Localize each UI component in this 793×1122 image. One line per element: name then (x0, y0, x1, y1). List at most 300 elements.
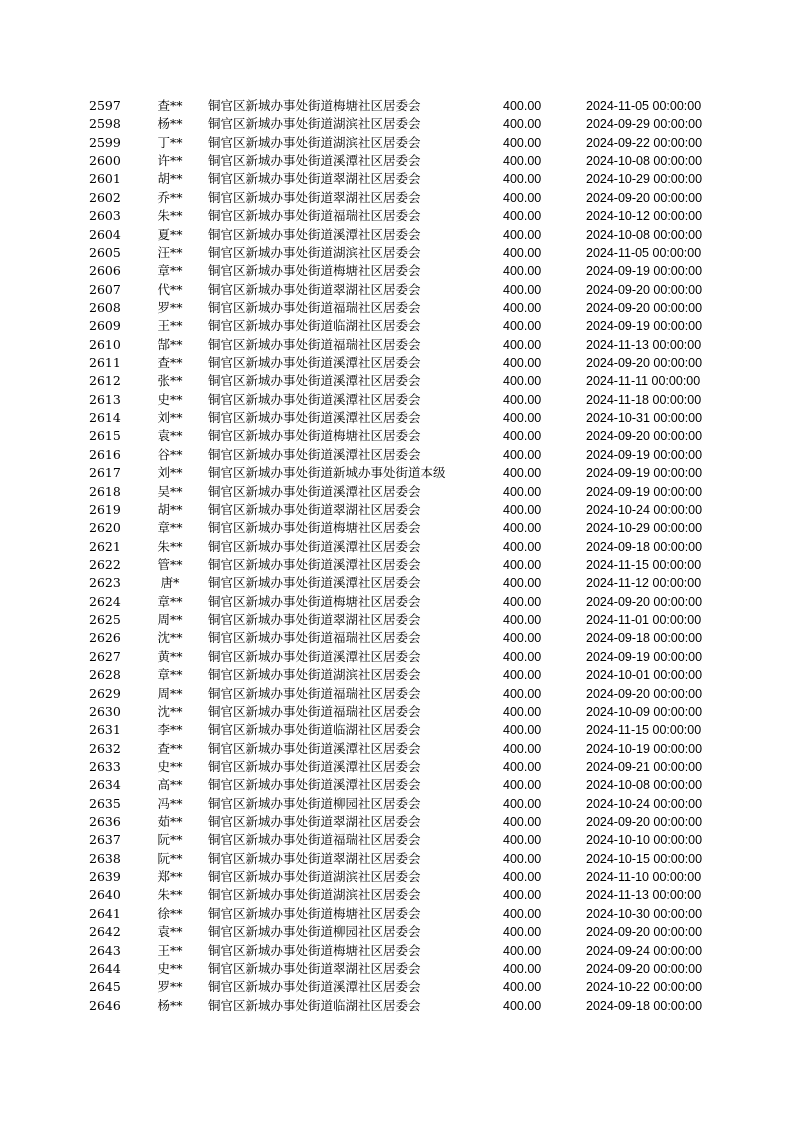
person-name-cell: 管** (157, 556, 183, 572)
amount-cell: 400.00 (503, 154, 542, 169)
organization-cell: 铜官区新城办事处街道梅塘社区居委会 (208, 905, 421, 921)
date-time-cell: 2024-09-20 00:00:00 (586, 356, 703, 371)
date-time-cell: 2024-10-24 00:00:00 (586, 796, 703, 811)
table-row (0, 519, 793, 537)
organization-cell: 铜官区新城办事处街道福瑞社区居委会 (208, 703, 421, 719)
date-time-cell: 2024-09-19 00:00:00 (586, 447, 703, 462)
amount-cell: 400.00 (503, 557, 542, 572)
table-row (0, 409, 793, 427)
organization-cell: 铜官区新城办事处街道溪潭社区居委会 (208, 538, 421, 554)
amount-cell: 400.00 (503, 704, 542, 719)
amount-cell: 400.00 (503, 484, 542, 499)
amount-cell: 400.00 (503, 796, 542, 811)
organization-cell: 铜官区新城办事处街道翠湖社区居委会 (208, 850, 421, 866)
person-name-cell: 沈** (157, 630, 183, 646)
amount-cell: 400.00 (503, 411, 542, 426)
amount-cell: 400.00 (503, 227, 542, 242)
date-time-cell: 2024-10-08 00:00:00 (586, 778, 703, 793)
person-name-cell: 郑** (157, 869, 183, 885)
person-name-cell: 章** (157, 593, 183, 609)
table-row (0, 703, 793, 721)
row-number-cell: 2609 (89, 318, 121, 334)
date-time-cell: 2024-10-10 00:00:00 (586, 833, 703, 848)
date-time-cell: 2024-09-19 00:00:00 (586, 466, 703, 481)
organization-cell: 铜官区新城办事处街道溪潭社区居委会 (208, 483, 421, 499)
row-number-cell: 2637 (89, 832, 121, 848)
table-row (0, 905, 793, 923)
person-name-cell: 代** (157, 281, 183, 297)
date-time-cell: 2024-09-20 00:00:00 (586, 594, 703, 609)
organization-cell: 铜官区新城办事处街道梅塘社区居委会 (208, 428, 421, 444)
organization-cell: 铜官区新城办事处街道溪潭社区居委会 (208, 758, 421, 774)
row-number-cell: 2638 (89, 850, 121, 866)
amount-cell: 400.00 (503, 815, 542, 830)
person-name-cell: 章** (157, 667, 183, 683)
organization-cell: 铜官区新城办事处街道溪潭社区居委会 (208, 740, 421, 756)
row-number-cell: 2612 (89, 373, 121, 389)
row-number-cell: 2644 (89, 960, 121, 976)
amount-cell: 400.00 (503, 961, 542, 976)
table-row (0, 152, 793, 170)
table-row (0, 831, 793, 849)
amount-cell: 400.00 (503, 613, 542, 628)
person-name-cell: 周** (157, 612, 183, 628)
row-number-cell: 2627 (89, 648, 121, 664)
organization-cell: 铜官区新城办事处街道溪潭社区居委会 (208, 410, 421, 426)
table-row (0, 795, 793, 813)
table-row (0, 354, 793, 372)
row-number-cell: 2608 (89, 299, 121, 315)
person-name-cell: 谷** (157, 446, 183, 462)
person-name-cell: 汪** (157, 244, 183, 260)
row-number-cell: 2619 (89, 501, 121, 517)
amount-cell: 400.00 (503, 668, 542, 683)
person-name-cell: 夏** (157, 226, 183, 242)
amount-cell: 400.00 (503, 870, 542, 885)
row-number-cell: 2602 (89, 189, 121, 205)
table-row (0, 501, 793, 519)
row-number-cell: 2643 (89, 942, 121, 958)
date-time-cell: 2024-09-22 00:00:00 (586, 135, 703, 150)
person-name-cell: 吴** (157, 483, 183, 499)
row-number-cell: 2604 (89, 226, 121, 242)
row-number-cell: 2642 (89, 924, 121, 940)
organization-cell: 铜官区新城办事处街道临湖社区居委会 (208, 318, 421, 334)
person-name-cell: 阮** (157, 832, 183, 848)
person-name-cell: 章** (157, 263, 183, 279)
date-time-cell: 2024-10-19 00:00:00 (586, 741, 703, 756)
amount-cell: 400.00 (503, 429, 542, 444)
organization-cell: 铜官区新城办事处街道临湖社区居委会 (208, 997, 421, 1013)
person-name-cell: 李** (157, 722, 183, 738)
amount-cell: 400.00 (503, 135, 542, 150)
person-name-cell: 查** (157, 98, 183, 113)
table-row (0, 372, 793, 390)
amount-cell: 400.00 (503, 759, 542, 774)
date-time-cell: 2024-09-18 00:00:00 (586, 539, 703, 554)
table-row (0, 299, 793, 317)
table-row (0, 960, 793, 978)
table-row (0, 134, 793, 152)
person-name-cell: 史** (157, 758, 183, 774)
row-number-cell: 2633 (89, 758, 121, 774)
table-row (0, 97, 793, 115)
organization-cell: 铜官区新城办事处街道溪潭社区居委会 (208, 979, 421, 995)
amount-cell: 400.00 (503, 631, 542, 646)
amount-cell: 400.00 (503, 943, 542, 958)
date-time-cell: 2024-10-31 00:00:00 (586, 411, 703, 426)
person-name-cell: 胡** (157, 501, 183, 517)
amount-cell: 400.00 (503, 925, 542, 940)
date-time-cell: 2024-09-24 00:00:00 (586, 943, 703, 958)
organization-cell: 铜官区新城办事处街道福瑞社区居委会 (208, 299, 421, 315)
amount-cell: 400.00 (503, 319, 542, 334)
amount-cell: 400.00 (503, 686, 542, 701)
amount-cell: 400.00 (503, 980, 542, 995)
row-number-cell: 2615 (89, 428, 121, 444)
organization-cell: 铜官区新城办事处街道福瑞社区居委会 (208, 630, 421, 646)
date-time-cell: 2024-11-11 00:00:00 (586, 374, 701, 389)
amount-cell: 400.00 (503, 778, 542, 793)
row-number-cell: 2597 (89, 98, 121, 113)
person-name-cell: 查** (157, 740, 183, 756)
row-number-cell: 2601 (89, 171, 121, 187)
date-time-cell: 2024-10-29 00:00:00 (586, 521, 703, 536)
table-row (0, 427, 793, 445)
table-row (0, 538, 793, 556)
date-time-cell: 2024-11-01 00:00:00 (586, 613, 702, 628)
amount-cell: 400.00 (503, 190, 542, 205)
date-time-cell: 2024-09-20 00:00:00 (586, 282, 703, 297)
date-time-cell: 2024-10-30 00:00:00 (586, 906, 703, 921)
date-time-cell: 2024-10-24 00:00:00 (586, 502, 703, 517)
row-number-cell: 2605 (89, 244, 121, 260)
amount-cell: 400.00 (503, 723, 542, 738)
person-name-cell: 王** (157, 318, 183, 334)
table-row (0, 244, 793, 262)
records-table (0, 97, 793, 1015)
row-number-cell: 2610 (89, 336, 121, 352)
date-time-cell: 2024-09-20 00:00:00 (586, 815, 703, 830)
row-number-cell: 2618 (89, 483, 121, 499)
date-time-cell: 2024-09-20 00:00:00 (586, 429, 703, 444)
organization-cell: 铜官区新城办事处街道翠湖社区居委会 (208, 960, 421, 976)
table-row (0, 226, 793, 244)
row-number-cell: 2623 (89, 575, 121, 591)
table-row (0, 629, 793, 647)
person-name-cell: 周** (157, 685, 183, 701)
date-time-cell: 2024-09-18 00:00:00 (586, 998, 703, 1013)
amount-cell: 400.00 (503, 539, 542, 554)
person-name-cell: 罗** (157, 979, 183, 995)
date-time-cell: 2024-11-12 00:00:00 (586, 576, 702, 591)
row-number-cell: 2620 (89, 520, 121, 536)
date-time-cell: 2024-10-29 00:00:00 (586, 172, 703, 187)
table-row (0, 170, 793, 188)
row-number-cell: 2629 (89, 685, 121, 701)
organization-cell: 铜官区新城办事处街道福瑞社区居委会 (208, 832, 421, 848)
amount-cell: 400.00 (503, 374, 542, 389)
table-row (0, 868, 793, 886)
row-number-cell: 2646 (89, 997, 121, 1013)
amount-cell: 400.00 (503, 447, 542, 462)
row-number-cell: 2617 (89, 465, 121, 481)
person-name-cell: 杨** (157, 997, 183, 1013)
person-name-cell: 乔** (157, 189, 183, 205)
date-time-cell: 2024-11-18 00:00:00 (586, 392, 702, 407)
row-number-cell: 2607 (89, 281, 121, 297)
organization-cell: 铜官区新城办事处街道新城办事处街道本级 (208, 465, 446, 481)
organization-cell: 铜官区新城办事处街道湖滨社区居委会 (208, 869, 421, 885)
person-name-cell: 许** (157, 153, 183, 169)
person-name-cell: 刘** (157, 465, 183, 481)
row-number-cell: 2631 (89, 722, 121, 738)
amount-cell: 400.00 (503, 99, 542, 113)
table-row (0, 740, 793, 758)
organization-cell: 铜官区新城办事处街道溪潭社区居委会 (208, 153, 421, 169)
row-number-cell: 2640 (89, 887, 121, 903)
organization-cell: 铜官区新城办事处街道翠湖社区居委会 (208, 171, 421, 187)
organization-cell: 铜官区新城办事处街道梅塘社区居委会 (208, 593, 421, 609)
date-time-cell: 2024-09-20 00:00:00 (586, 686, 703, 701)
table-row (0, 189, 793, 207)
organization-cell: 铜官区新城办事处街道溪潭社区居委会 (208, 575, 421, 591)
amount-cell: 400.00 (503, 576, 542, 591)
person-name-cell: 唐* (160, 575, 180, 591)
organization-cell: 铜官区新城办事处街道溪潭社区居委会 (208, 391, 421, 407)
person-name-cell: 袁** (157, 924, 183, 940)
row-number-cell: 2632 (89, 740, 121, 756)
amount-cell: 400.00 (503, 172, 542, 187)
row-number-cell: 2641 (89, 905, 121, 921)
table-row (0, 262, 793, 280)
row-number-cell: 2626 (89, 630, 121, 646)
amount-cell: 400.00 (503, 741, 542, 756)
amount-cell: 400.00 (503, 466, 542, 481)
row-number-cell: 2611 (89, 355, 121, 371)
table-row (0, 115, 793, 133)
organization-cell: 铜官区新城办事处街道梅塘社区居委会 (208, 263, 421, 279)
row-number-cell: 2613 (89, 391, 121, 407)
table-row (0, 685, 793, 703)
row-number-cell: 2630 (89, 703, 121, 719)
table-row (0, 446, 793, 464)
date-time-cell: 2024-09-29 00:00:00 (586, 117, 703, 132)
date-time-cell: 2024-10-22 00:00:00 (586, 980, 703, 995)
organization-cell: 铜官区新城办事处街道湖滨社区居委会 (208, 244, 421, 260)
date-time-cell: 2024-09-20 00:00:00 (586, 925, 703, 940)
date-time-cell: 2024-11-15 00:00:00 (586, 723, 702, 738)
person-name-cell: 茹** (157, 814, 183, 830)
organization-cell: 铜官区新城办事处街道翠湖社区居委会 (208, 281, 421, 297)
table-row (0, 850, 793, 868)
row-number-cell: 2628 (89, 667, 121, 683)
amount-cell: 400.00 (503, 264, 542, 279)
amount-cell: 400.00 (503, 117, 542, 132)
organization-cell: 铜官区新城办事处街道梅塘社区居委会 (208, 942, 421, 958)
table-row (0, 758, 793, 776)
date-time-cell: 2024-10-08 00:00:00 (586, 227, 703, 242)
person-name-cell: 郜** (157, 336, 183, 352)
organization-cell: 铜官区新城办事处街道湖滨社区居委会 (208, 667, 421, 683)
organization-cell: 铜官区新城办事处街道湖滨社区居委会 (208, 116, 421, 132)
table-row (0, 574, 793, 592)
date-time-cell: 2024-10-08 00:00:00 (586, 154, 703, 169)
table-row (0, 923, 793, 941)
row-number-cell: 2635 (89, 795, 121, 811)
date-time-cell: 2024-09-20 00:00:00 (586, 300, 703, 315)
organization-cell: 铜官区新城办事处街道溪潭社区居委会 (208, 446, 421, 462)
table-row (0, 556, 793, 574)
row-number-cell: 2624 (89, 593, 121, 609)
amount-cell: 400.00 (503, 888, 542, 903)
row-number-cell: 2625 (89, 612, 121, 628)
date-time-cell: 2024-10-01 00:00:00 (586, 668, 703, 683)
row-number-cell: 2600 (89, 153, 121, 169)
person-name-cell: 丁** (157, 134, 183, 150)
amount-cell: 400.00 (503, 245, 542, 260)
amount-cell: 400.00 (503, 521, 542, 536)
person-name-cell: 袁** (157, 428, 183, 444)
table-row (0, 978, 793, 996)
organization-cell: 铜官区新城办事处街道福瑞社区居委会 (208, 685, 421, 701)
table-row (0, 721, 793, 739)
person-name-cell: 张** (157, 373, 183, 389)
date-time-cell: 2024-09-20 00:00:00 (586, 961, 703, 976)
person-name-cell: 罗** (157, 299, 183, 315)
person-name-cell: 冯** (157, 795, 183, 811)
row-number-cell: 2616 (89, 446, 121, 462)
person-name-cell: 史** (157, 960, 183, 976)
person-name-cell: 阮** (157, 850, 183, 866)
row-number-cell: 2599 (89, 134, 121, 150)
date-time-cell: 2024-11-05 00:00:00 (586, 99, 702, 113)
amount-cell: 400.00 (503, 594, 542, 609)
table-row (0, 317, 793, 335)
table-row (0, 611, 793, 629)
person-name-cell: 朱** (157, 887, 183, 903)
date-time-cell: 2024-09-21 00:00:00 (586, 759, 703, 774)
organization-cell: 铜官区新城办事处街道福瑞社区居委会 (208, 336, 421, 352)
row-number-cell: 2606 (89, 263, 121, 279)
person-name-cell: 王** (157, 942, 183, 958)
row-number-cell: 2639 (89, 869, 121, 885)
table-row (0, 648, 793, 666)
organization-cell: 铜官区新城办事处街道溪潭社区居委会 (208, 226, 421, 242)
row-number-cell: 2636 (89, 814, 121, 830)
organization-cell: 铜官区新城办事处街道湖滨社区居委会 (208, 887, 421, 903)
person-name-cell: 胡** (157, 171, 183, 187)
row-number-cell: 2603 (89, 208, 121, 224)
date-time-cell: 2024-09-19 00:00:00 (586, 649, 703, 664)
organization-cell: 铜官区新城办事处街道溪潭社区居委会 (208, 373, 421, 389)
organization-cell: 铜官区新城办事处街道溪潭社区居委会 (208, 777, 421, 793)
person-name-cell: 刘** (157, 410, 183, 426)
person-name-cell: 史** (157, 391, 183, 407)
date-time-cell: 2024-10-12 00:00:00 (586, 209, 703, 224)
person-name-cell: 沈** (157, 703, 183, 719)
amount-cell: 400.00 (503, 356, 542, 371)
table-row (0, 886, 793, 904)
table-row (0, 336, 793, 354)
date-time-cell: 2024-10-15 00:00:00 (586, 851, 703, 866)
organization-cell: 铜官区新城办事处街道湖滨社区居委会 (208, 134, 421, 150)
date-time-cell: 2024-09-19 00:00:00 (586, 264, 703, 279)
amount-cell: 400.00 (503, 906, 542, 921)
amount-cell: 400.00 (503, 649, 542, 664)
organization-cell: 铜官区新城办事处街道柳园社区居委会 (208, 795, 421, 811)
amount-cell: 400.00 (503, 998, 542, 1013)
table-row (0, 391, 793, 409)
amount-cell: 400.00 (503, 502, 542, 517)
person-name-cell: 章** (157, 520, 183, 536)
table-row (0, 776, 793, 794)
organization-cell: 铜官区新城办事处街道柳园社区居委会 (208, 924, 421, 940)
amount-cell: 400.00 (503, 851, 542, 866)
person-name-cell: 朱** (157, 208, 183, 224)
row-number-cell: 2645 (89, 979, 121, 995)
row-number-cell: 2621 (89, 538, 121, 554)
table-row (0, 281, 793, 299)
date-time-cell: 2024-11-10 00:00:00 (586, 870, 702, 885)
date-time-cell: 2024-11-13 00:00:00 (586, 337, 702, 352)
date-time-cell: 2024-11-15 00:00:00 (586, 557, 702, 572)
organization-cell: 铜官区新城办事处街道翠湖社区居委会 (208, 189, 421, 205)
amount-cell: 400.00 (503, 282, 542, 297)
amount-cell: 400.00 (503, 209, 542, 224)
person-name-cell: 黄** (157, 648, 183, 664)
organization-cell: 铜官区新城办事处街道福瑞社区居委会 (208, 208, 421, 224)
person-name-cell: 杨** (157, 116, 183, 132)
row-number-cell: 2598 (89, 116, 121, 132)
organization-cell: 铜官区新城办事处街道溪潭社区居委会 (208, 355, 421, 371)
organization-cell: 铜官区新城办事处街道溪潭社区居委会 (208, 556, 421, 572)
date-time-cell: 2024-09-18 00:00:00 (586, 631, 703, 646)
amount-cell: 400.00 (503, 337, 542, 352)
person-name-cell: 朱** (157, 538, 183, 554)
date-time-cell: 2024-11-13 00:00:00 (586, 888, 702, 903)
table-row (0, 997, 793, 1015)
table-row (0, 942, 793, 960)
organization-cell: 铜官区新城办事处街道临湖社区居委会 (208, 722, 421, 738)
table-row (0, 666, 793, 684)
table-row (0, 207, 793, 225)
organization-cell: 铜官区新城办事处街道翠湖社区居委会 (208, 612, 421, 628)
organization-cell: 铜官区新城办事处街道梅塘社区居委会 (208, 98, 421, 113)
person-name-cell: 高** (157, 777, 183, 793)
row-number-cell: 2614 (89, 410, 121, 426)
organization-cell: 铜官区新城办事处街道梅塘社区居委会 (208, 520, 421, 536)
table-row (0, 593, 793, 611)
row-number-cell: 2622 (89, 556, 121, 572)
date-time-cell: 2024-11-05 00:00:00 (586, 245, 702, 260)
date-time-cell: 2024-09-19 00:00:00 (586, 484, 703, 499)
organization-cell: 铜官区新城办事处街道翠湖社区居委会 (208, 501, 421, 517)
row-number-cell: 2634 (89, 777, 121, 793)
date-time-cell: 2024-09-19 00:00:00 (586, 319, 703, 334)
table-row (0, 483, 793, 501)
amount-cell: 400.00 (503, 300, 542, 315)
amount-cell: 400.00 (503, 392, 542, 407)
date-time-cell: 2024-09-20 00:00:00 (586, 190, 703, 205)
person-name-cell: 徐** (157, 905, 183, 921)
organization-cell: 铜官区新城办事处街道溪潭社区居委会 (208, 648, 421, 664)
date-time-cell: 2024-10-09 00:00:00 (586, 704, 703, 719)
table-row (0, 813, 793, 831)
person-name-cell: 查** (157, 355, 183, 371)
table-row (0, 464, 793, 482)
organization-cell: 铜官区新城办事处街道翠湖社区居委会 (208, 814, 421, 830)
